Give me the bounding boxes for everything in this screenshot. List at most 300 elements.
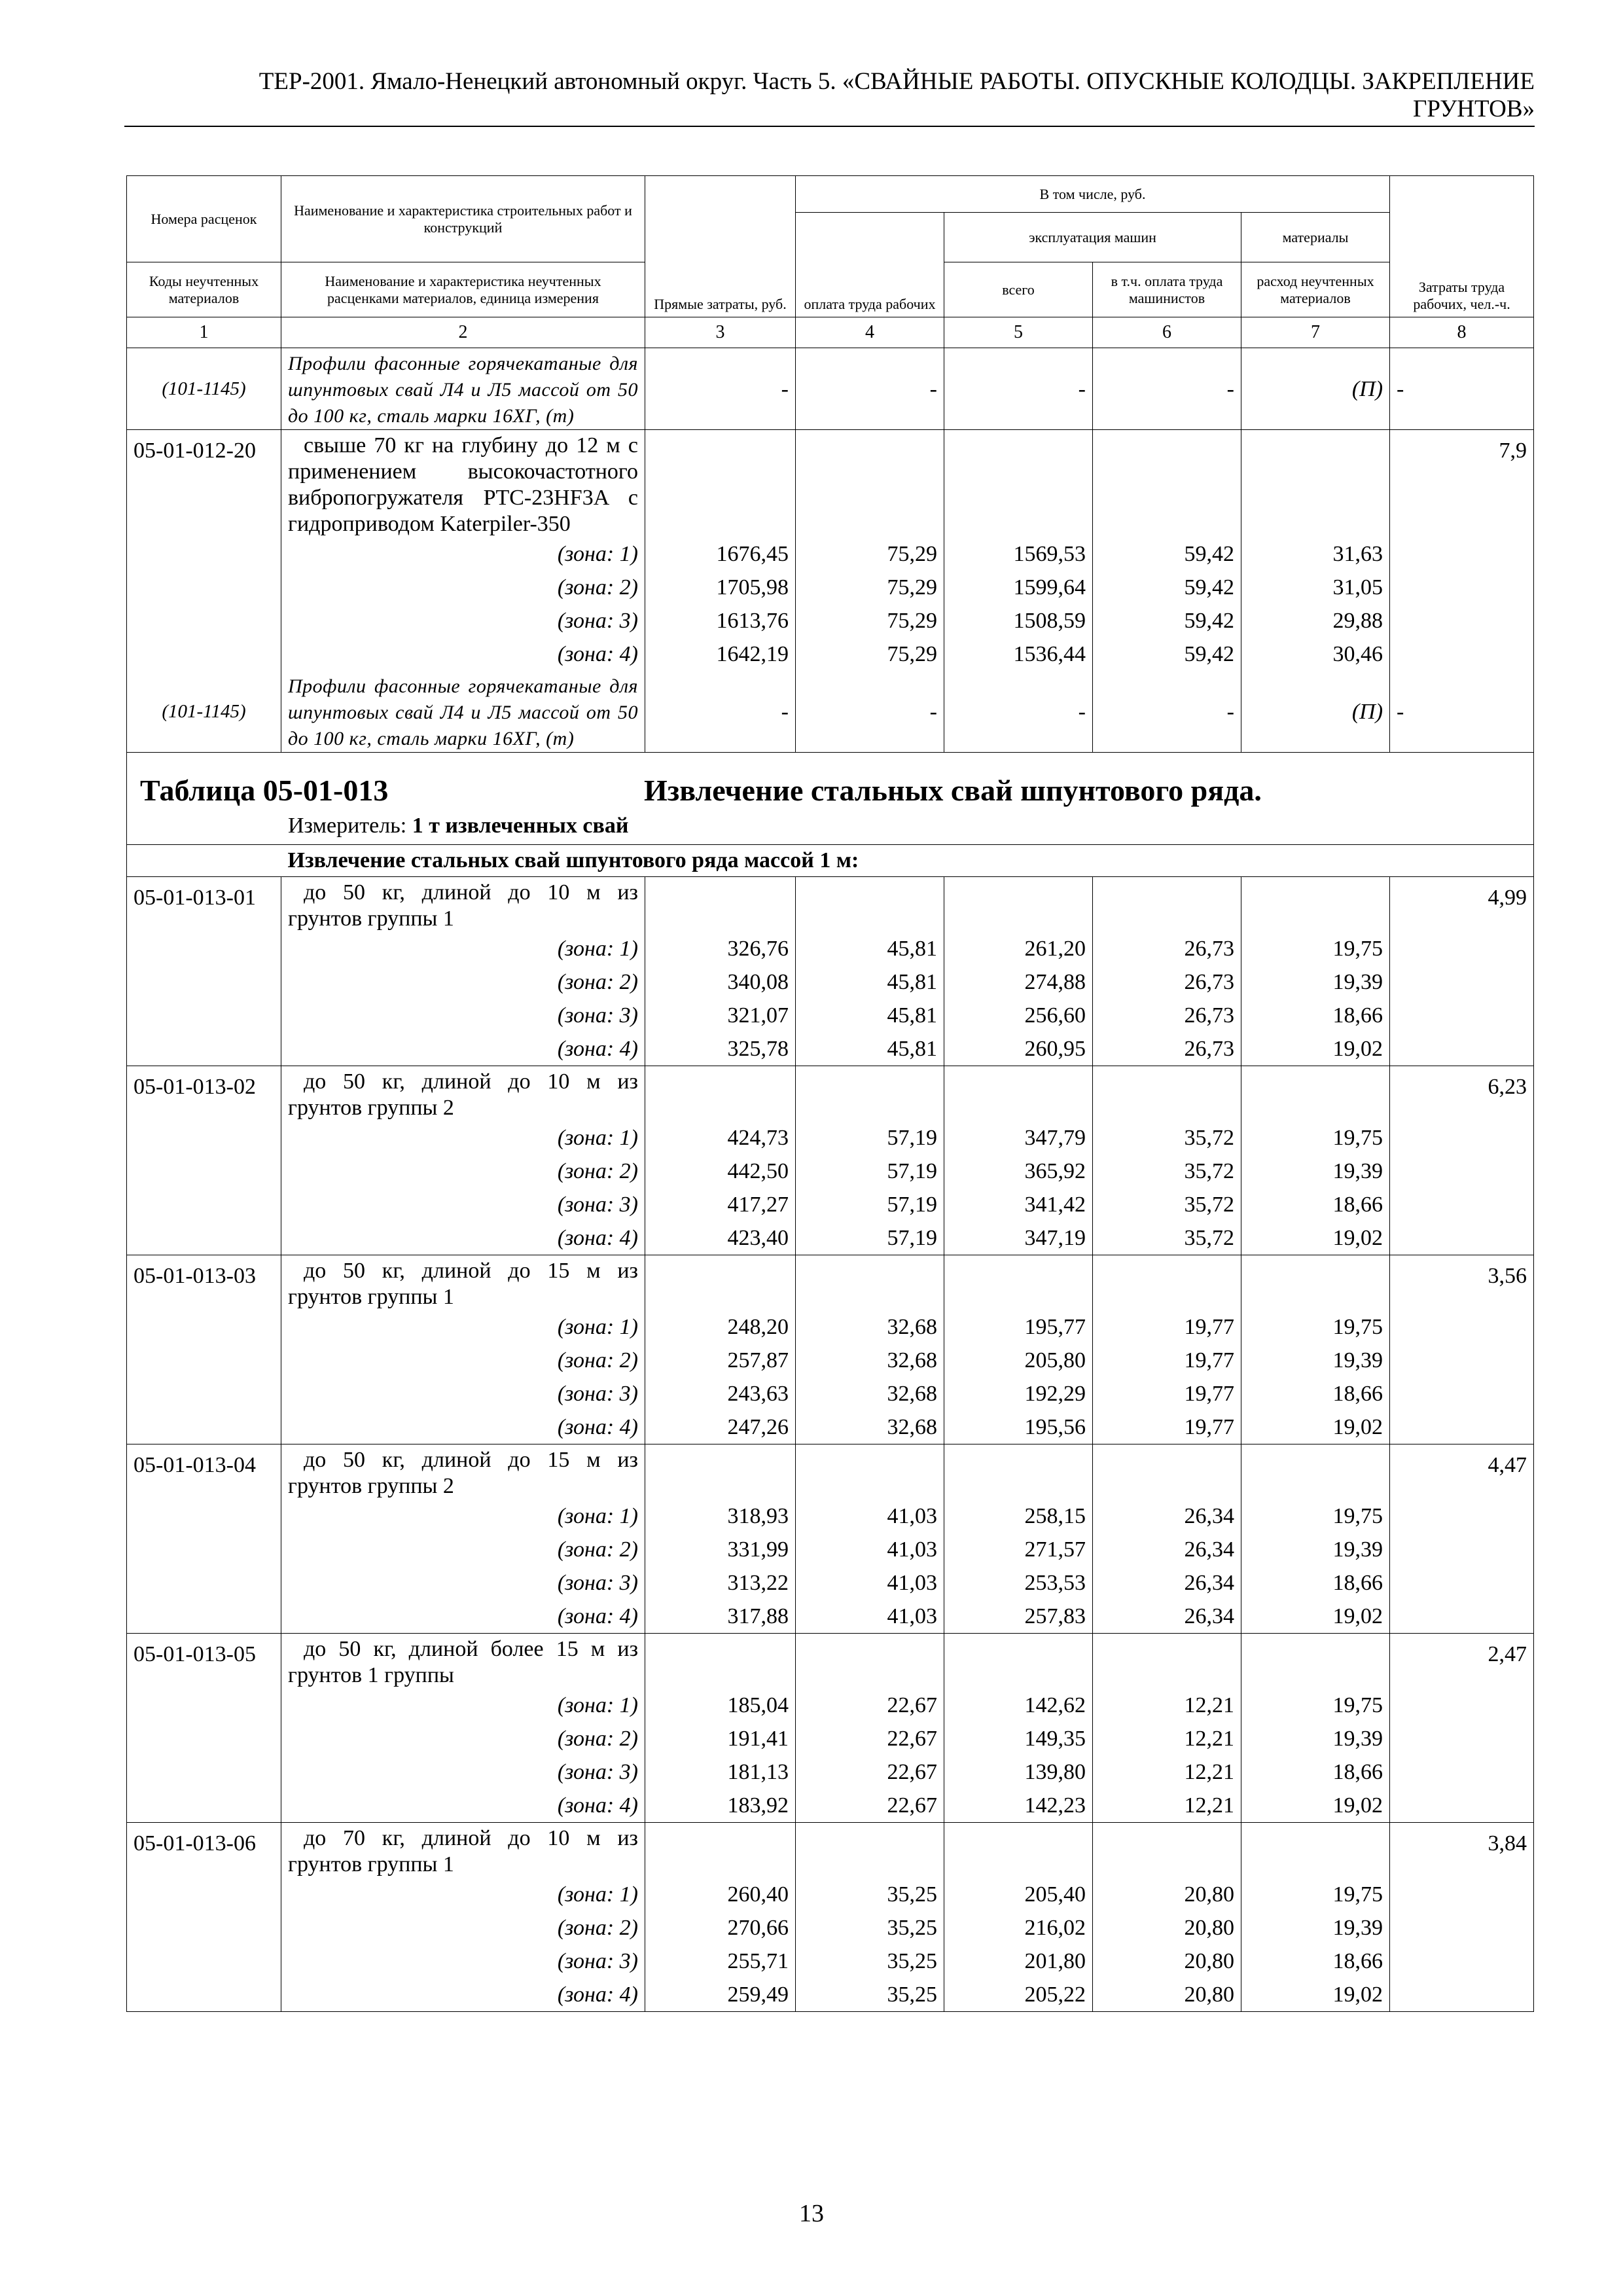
- machines-total: 341,42: [944, 1188, 1093, 1221]
- zone-row: [127, 1722, 1534, 1755]
- unaccounted-material-row: [127, 348, 1534, 430]
- empty-cell: [645, 1823, 796, 1878]
- zone-row: [127, 999, 1534, 1032]
- labor-cost: 2,47: [1390, 1634, 1534, 1689]
- empty-cell: [1390, 1533, 1534, 1566]
- rate-code: 05-01-013-03: [127, 1255, 281, 1311]
- rate-row: [127, 430, 1534, 538]
- worker-wage: 41,03: [796, 1533, 944, 1566]
- direct-cost: 255,71: [645, 1945, 796, 1978]
- direct-cost: 257,87: [645, 1344, 796, 1377]
- material-dash: -: [944, 348, 1093, 430]
- zone-label: (зона: 1): [281, 932, 645, 965]
- materials-cost: 31,63: [1241, 537, 1390, 571]
- empty-cell: [127, 1377, 281, 1410]
- empty-cell: [1390, 1878, 1534, 1911]
- materials-cost: 19,39: [1241, 1155, 1390, 1188]
- machinist-wage: 20,80: [1093, 1878, 1241, 1911]
- empty-cell: [1093, 1255, 1241, 1311]
- empty-cell: [127, 999, 281, 1032]
- empty-cell: [645, 430, 796, 538]
- empty-cell: [1241, 1634, 1390, 1689]
- direct-cost: 340,08: [645, 965, 796, 999]
- material-dash: -: [944, 671, 1093, 753]
- empty-cell: [127, 1878, 281, 1911]
- empty-cell: [127, 1188, 281, 1221]
- machines-total: 365,92: [944, 1155, 1093, 1188]
- header-col2-top: Наименование и характеристика строительных работ и конструкций: [281, 176, 645, 262]
- zone-label: (зона: 4): [281, 637, 645, 671]
- header-col6: в т.ч. оплата труда машинистов: [1093, 262, 1241, 317]
- machines-total: 139,80: [944, 1755, 1093, 1789]
- zone-label: (зона: 1): [281, 1499, 645, 1533]
- rate-code: 05-01-013-01: [127, 877, 281, 933]
- worker-wage: 35,25: [796, 1978, 944, 2012]
- zone-row: [127, 1878, 1534, 1911]
- materials-cost: 30,46: [1241, 637, 1390, 671]
- machinist-wage: 19,77: [1093, 1377, 1241, 1410]
- zone-row: [127, 1533, 1534, 1566]
- worker-wage: 45,81: [796, 1032, 944, 1066]
- empty-cell: [1390, 1600, 1534, 1634]
- machines-total: 1569,53: [944, 537, 1093, 571]
- zone-row: [127, 1566, 1534, 1600]
- direct-cost: 1705,98: [645, 571, 796, 604]
- table-label: Таблица 05-01-013: [140, 774, 389, 807]
- material-dash: -: [796, 348, 944, 430]
- worker-wage: 75,29: [796, 637, 944, 671]
- materials-cost: 19,75: [1241, 1121, 1390, 1155]
- empty-cell: [944, 1823, 1093, 1878]
- empty-cell: [127, 1032, 281, 1066]
- zone-row: [127, 1978, 1534, 2012]
- zone-label: (зона: 2): [281, 1344, 645, 1377]
- empty-cell: [1241, 430, 1390, 538]
- materials-cost: 18,66: [1241, 1377, 1390, 1410]
- machines-total: 347,79: [944, 1121, 1093, 1155]
- index-1: 1: [127, 317, 281, 348]
- machinist-wage: 59,42: [1093, 571, 1241, 604]
- zone-label: (зона: 4): [281, 1032, 645, 1066]
- direct-cost: 442,50: [645, 1155, 796, 1188]
- machines-total: 253,53: [944, 1566, 1093, 1600]
- empty-cell: [127, 1221, 281, 1255]
- empty-cell: [796, 1255, 944, 1311]
- direct-cost: 248,20: [645, 1310, 796, 1344]
- empty-cell: [1390, 932, 1534, 965]
- direct-cost: 260,40: [645, 1878, 796, 1911]
- header-col7: расход неучтенных материалов: [1241, 262, 1390, 317]
- empty-cell: [1390, 1755, 1534, 1789]
- header-col4: оплата труда рабочих: [796, 213, 944, 317]
- zone-row: [127, 1344, 1534, 1377]
- labor-cost: 3,56: [1390, 1255, 1534, 1311]
- materials-cost: 19,75: [1241, 932, 1390, 965]
- material-dash: -: [1390, 671, 1534, 753]
- empty-cell: [127, 1789, 281, 1823]
- machines-total: 192,29: [944, 1377, 1093, 1410]
- empty-cell: [1390, 1566, 1534, 1600]
- zone-label: (зона: 2): [281, 1155, 645, 1188]
- empty-cell: [1390, 1689, 1534, 1722]
- empty-cell: [944, 1634, 1093, 1689]
- materials-cost: 19,75: [1241, 1689, 1390, 1722]
- worker-wage: 41,03: [796, 1600, 944, 1634]
- material-description: Профили фасонные горячекатаные для шпунтовых свай Л4 и Л5 массой от 50 до 100 кг, сталь марки 16ХГ, (т): [281, 348, 645, 430]
- direct-cost: 181,13: [645, 1755, 796, 1789]
- materials-cost: 19,02: [1241, 1032, 1390, 1066]
- direct-cost: 270,66: [645, 1911, 796, 1945]
- material-dash: -: [645, 671, 796, 753]
- machinist-wage: 35,72: [1093, 1188, 1241, 1221]
- empty-cell: [1241, 1444, 1390, 1500]
- page-number: 13: [799, 2200, 824, 2227]
- empty-cell: [1390, 637, 1534, 671]
- empty-cell: [127, 965, 281, 999]
- empty-cell: [127, 571, 281, 604]
- labor-cost: 7,9: [1390, 430, 1534, 538]
- index-3: 3: [645, 317, 796, 348]
- empty-cell: [1241, 1823, 1390, 1878]
- machinist-wage: 20,80: [1093, 1978, 1241, 2012]
- materials-cost: 19,02: [1241, 1978, 1390, 2012]
- material-p: (П): [1241, 671, 1390, 753]
- direct-cost: 325,78: [645, 1032, 796, 1066]
- header-materials: материалы: [1241, 213, 1390, 262]
- direct-cost: 417,27: [645, 1188, 796, 1221]
- empty-cell: [127, 932, 281, 965]
- worker-wage: 32,68: [796, 1377, 944, 1410]
- header-machines: эксплуатация машин: [944, 213, 1241, 262]
- index-2: 2: [281, 317, 645, 348]
- worker-wage: 35,25: [796, 1878, 944, 1911]
- worker-wage: 32,68: [796, 1344, 944, 1377]
- empty-cell: [645, 1255, 796, 1311]
- empty-cell: [127, 1911, 281, 1945]
- zone-row: [127, 1499, 1534, 1533]
- zone-label: (зона: 3): [281, 1755, 645, 1789]
- zone-label: (зона: 1): [281, 1689, 645, 1722]
- machinist-wage: 59,42: [1093, 637, 1241, 671]
- empty-cell: [1390, 571, 1534, 604]
- empty-cell: [1390, 1032, 1534, 1066]
- empty-cell: [1390, 1978, 1534, 2012]
- materials-cost: 19,02: [1241, 1789, 1390, 1823]
- materials-cost: 19,75: [1241, 1499, 1390, 1533]
- zone-label: (зона: 3): [281, 1945, 645, 1978]
- machines-total: 271,57: [944, 1533, 1093, 1566]
- header-group: В том числе, руб.: [796, 176, 1390, 213]
- rate-row: [127, 1444, 1534, 1500]
- unaccounted-material-row: [127, 671, 1534, 753]
- machinist-wage: 26,73: [1093, 965, 1241, 999]
- empty-cell: [645, 1444, 796, 1500]
- direct-cost: 1676,45: [645, 537, 796, 571]
- empty-cell: [127, 1499, 281, 1533]
- empty-cell: [1390, 965, 1534, 999]
- empty-cell: [1390, 1310, 1534, 1344]
- zone-label: (зона: 3): [281, 604, 645, 637]
- material-dash: -: [796, 671, 944, 753]
- column-index-row: [127, 317, 1534, 348]
- empty-cell: [127, 1155, 281, 1188]
- machinist-wage: 20,80: [1093, 1911, 1241, 1945]
- rate-row: [127, 1066, 1534, 1122]
- materials-cost: 18,66: [1241, 1566, 1390, 1600]
- machinist-wage: 12,21: [1093, 1789, 1241, 1823]
- materials-cost: 19,39: [1241, 1533, 1390, 1566]
- zone-row: [127, 1789, 1534, 1823]
- empty-cell: [1390, 1344, 1534, 1377]
- rates-table: [126, 175, 1534, 2012]
- direct-cost: 317,88: [645, 1600, 796, 1634]
- empty-cell: [1390, 1188, 1534, 1221]
- direct-cost: 247,26: [645, 1410, 796, 1444]
- zone-label: (зона: 1): [281, 1878, 645, 1911]
- machinist-wage: 35,72: [1093, 1221, 1241, 1255]
- zone-row: [127, 1221, 1534, 1255]
- zone-row: [127, 1911, 1534, 1945]
- machinist-wage: 19,77: [1093, 1344, 1241, 1377]
- machines-total: 347,19: [944, 1221, 1093, 1255]
- subheading: Извлечение стальных свай шпунтового ряда массой 1 м:: [281, 845, 1534, 877]
- zone-row: [127, 965, 1534, 999]
- zone-row: [127, 604, 1534, 637]
- empty-cell: [127, 1600, 281, 1634]
- empty-cell: [127, 604, 281, 637]
- zone-label: (зона: 4): [281, 1978, 645, 2012]
- worker-wage: 22,67: [796, 1789, 944, 1823]
- direct-cost: 313,22: [645, 1566, 796, 1600]
- empty-cell: [1241, 1255, 1390, 1311]
- empty-cell: [1390, 1911, 1534, 1945]
- materials-cost: 19,39: [1241, 1344, 1390, 1377]
- empty-cell: [1093, 430, 1241, 538]
- zone-row: [127, 932, 1534, 965]
- zone-label: (зона: 2): [281, 1533, 645, 1566]
- empty-cell: [944, 1444, 1093, 1500]
- material-dash: -: [1390, 348, 1534, 430]
- zone-label: (зона: 3): [281, 1377, 645, 1410]
- zone-row: [127, 1377, 1534, 1410]
- zone-label: (зона: 3): [281, 1566, 645, 1600]
- material-code: (101-1145): [127, 671, 281, 753]
- zone-label: (зона: 2): [281, 571, 645, 604]
- rate-description: до 50 кг, длиной до 15 м из грунтов группы 2: [281, 1444, 645, 1500]
- index-4: 4: [796, 317, 944, 348]
- worker-wage: 57,19: [796, 1155, 944, 1188]
- rate-description: до 50 кг, длиной до 10 м из грунтов группы 1: [281, 877, 645, 933]
- empty-cell: [1390, 1155, 1534, 1188]
- materials-cost: 31,05: [1241, 571, 1390, 604]
- empty-cell: [127, 1533, 281, 1566]
- direct-cost: 321,07: [645, 999, 796, 1032]
- empty-cell: [1390, 1121, 1534, 1155]
- materials-cost: 19,75: [1241, 1310, 1390, 1344]
- machines-total: 257,83: [944, 1600, 1093, 1634]
- empty-cell: [796, 877, 944, 933]
- empty-cell: [1390, 1722, 1534, 1755]
- rate-description: до 50 кг, длиной до 15 м из грунтов группы 1: [281, 1255, 645, 1311]
- running-header-line2: ГРУНТОВ»: [1413, 96, 1535, 122]
- machinist-wage: 59,42: [1093, 537, 1241, 571]
- machines-total: 1536,44: [944, 637, 1093, 671]
- rate-row: [127, 1823, 1534, 1878]
- machinist-wage: 19,77: [1093, 1410, 1241, 1444]
- zone-label: (зона: 1): [281, 1310, 645, 1344]
- zone-row: [127, 1121, 1534, 1155]
- empty-cell: [1390, 1221, 1534, 1255]
- index-7: 7: [1241, 317, 1390, 348]
- zone-row: [127, 1689, 1534, 1722]
- rate-row: [127, 1255, 1534, 1311]
- zone-label: (зона: 3): [281, 999, 645, 1032]
- zone-label: (зона: 1): [281, 1121, 645, 1155]
- table-title-block: [127, 753, 1534, 845]
- empty-cell: [1093, 1444, 1241, 1500]
- materials-cost: 29,88: [1241, 604, 1390, 637]
- zone-row: [127, 1600, 1534, 1634]
- empty-cell: [796, 1066, 944, 1122]
- materials-cost: 19,39: [1241, 1722, 1390, 1755]
- header-col1-top: Номера расценок: [127, 176, 281, 262]
- machines-total: 261,20: [944, 932, 1093, 965]
- labor-cost: 4,99: [1390, 877, 1534, 933]
- zone-row: [127, 571, 1534, 604]
- rate-code: 05-01-013-06: [127, 1823, 281, 1878]
- header-rule: [124, 126, 1535, 127]
- zone-label: (зона: 4): [281, 1789, 645, 1823]
- machinist-wage: 26,34: [1093, 1566, 1241, 1600]
- zone-label: (зона: 2): [281, 965, 645, 999]
- empty-cell: [1390, 1945, 1534, 1978]
- machinist-wage: 26,34: [1093, 1533, 1241, 1566]
- machines-total: 205,40: [944, 1878, 1093, 1911]
- worker-wage: 57,19: [796, 1221, 944, 1255]
- index-6: 6: [1093, 317, 1241, 348]
- machinist-wage: 26,34: [1093, 1600, 1241, 1634]
- materials-cost: 18,66: [1241, 1188, 1390, 1221]
- machines-total: 258,15: [944, 1499, 1093, 1533]
- machines-total: 149,35: [944, 1722, 1093, 1755]
- worker-wage: 75,29: [796, 571, 944, 604]
- empty-cell: [645, 877, 796, 933]
- header-col8: Затраты труда рабочих, чел.-ч.: [1390, 176, 1534, 317]
- rate-description: свыше 70 кг на глубину до 12 м с применением высокочастотного вибропогружателя PTC-23HF3A с гидроприводом Katerpiler-350: [281, 430, 645, 538]
- zone-row: [127, 1755, 1534, 1789]
- direct-cost: 259,49: [645, 1978, 796, 2012]
- header-col2-bottom: Наименование и характеристика неучтенных расценками материалов, единица измерения: [281, 262, 645, 317]
- direct-cost: 424,73: [645, 1121, 796, 1155]
- machinist-wage: 26,73: [1093, 932, 1241, 965]
- index-5: 5: [944, 317, 1093, 348]
- direct-cost: 1642,19: [645, 637, 796, 671]
- empty-cell: [127, 637, 281, 671]
- rate-description: до 50 кг, длиной более 15 м из грунтов 1 группы: [281, 1634, 645, 1689]
- empty-cell: [645, 1066, 796, 1122]
- empty-cell: [1390, 1499, 1534, 1533]
- worker-wage: 35,25: [796, 1945, 944, 1978]
- empty-cell: [1390, 604, 1534, 637]
- empty-cell: [127, 1945, 281, 1978]
- empty-cell: [796, 1823, 944, 1878]
- rate-code: 05-01-012-20: [127, 430, 281, 538]
- running-header-line1: ТЕР-2001. Ямало-Ненецкий автономный округ. Часть 5. «СВАЙНЫЕ РАБОТЫ. ОПУСКНЫЕ КОЛОДЦЫ. ЗАКРЕПЛЕНИЕ: [259, 68, 1535, 95]
- empty-cell: [127, 1978, 281, 2012]
- empty-cell: [1390, 1789, 1534, 1823]
- empty-cell: [645, 1634, 796, 1689]
- empty-cell: [1390, 999, 1534, 1032]
- machinist-wage: 35,72: [1093, 1121, 1241, 1155]
- subheading-row: [127, 845, 1534, 877]
- worker-wage: 45,81: [796, 965, 944, 999]
- machines-total: 1508,59: [944, 604, 1093, 637]
- materials-cost: 19,02: [1241, 1221, 1390, 1255]
- worker-wage: 32,68: [796, 1410, 944, 1444]
- header-col5: всего: [944, 262, 1093, 317]
- rate-description: до 70 кг, длиной до 10 м из грунтов группы 1: [281, 1823, 645, 1878]
- measure-label: Измеритель:: [288, 814, 407, 838]
- empty-cell: [1390, 537, 1534, 571]
- machinist-wage: 59,42: [1093, 604, 1241, 637]
- empty-cell: [127, 1722, 281, 1755]
- direct-cost: 185,04: [645, 1689, 796, 1722]
- material-dash: -: [1093, 348, 1241, 430]
- zone-label: (зона: 4): [281, 1410, 645, 1444]
- direct-cost: 423,40: [645, 1221, 796, 1255]
- zone-label: (зона: 3): [281, 1188, 645, 1221]
- empty-cell: [944, 1066, 1093, 1122]
- labor-cost: 3,84: [1390, 1823, 1534, 1878]
- rate-description: до 50 кг, длиной до 10 м из грунтов группы 2: [281, 1066, 645, 1122]
- zone-row: [127, 537, 1534, 571]
- empty-cell: [944, 1255, 1093, 1311]
- material-dash: -: [645, 348, 796, 430]
- materials-cost: 18,66: [1241, 999, 1390, 1032]
- zone-row: [127, 1155, 1534, 1188]
- machinist-wage: 12,21: [1093, 1689, 1241, 1722]
- index-8: 8: [1390, 317, 1534, 348]
- machines-total: 201,80: [944, 1945, 1093, 1978]
- worker-wage: 41,03: [796, 1566, 944, 1600]
- worker-wage: 22,67: [796, 1722, 944, 1755]
- table-title-row: [127, 753, 1534, 845]
- header-col3: Прямые затраты, руб.: [645, 176, 796, 317]
- empty-cell: [127, 1410, 281, 1444]
- materials-cost: 19,39: [1241, 1911, 1390, 1945]
- labor-cost: 6,23: [1390, 1066, 1534, 1122]
- machinist-wage: 19,77: [1093, 1310, 1241, 1344]
- machines-total: 142,23: [944, 1789, 1093, 1823]
- worker-wage: 41,03: [796, 1499, 944, 1533]
- worker-wage: 22,67: [796, 1755, 944, 1789]
- materials-cost: 18,66: [1241, 1945, 1390, 1978]
- worker-wage: 45,81: [796, 932, 944, 965]
- worker-wage: 75,29: [796, 537, 944, 571]
- machinist-wage: 12,21: [1093, 1722, 1241, 1755]
- empty-cell: [1241, 1066, 1390, 1122]
- direct-cost: 1613,76: [645, 604, 796, 637]
- zone-row: [127, 1188, 1534, 1221]
- empty-cell: [127, 537, 281, 571]
- empty-cell: [127, 845, 281, 877]
- direct-cost: 331,99: [645, 1533, 796, 1566]
- empty-cell: [944, 877, 1093, 933]
- machinist-wage: 26,34: [1093, 1499, 1241, 1533]
- empty-cell: [1093, 1823, 1241, 1878]
- machines-total: 142,62: [944, 1689, 1093, 1722]
- machines-total: 216,02: [944, 1911, 1093, 1945]
